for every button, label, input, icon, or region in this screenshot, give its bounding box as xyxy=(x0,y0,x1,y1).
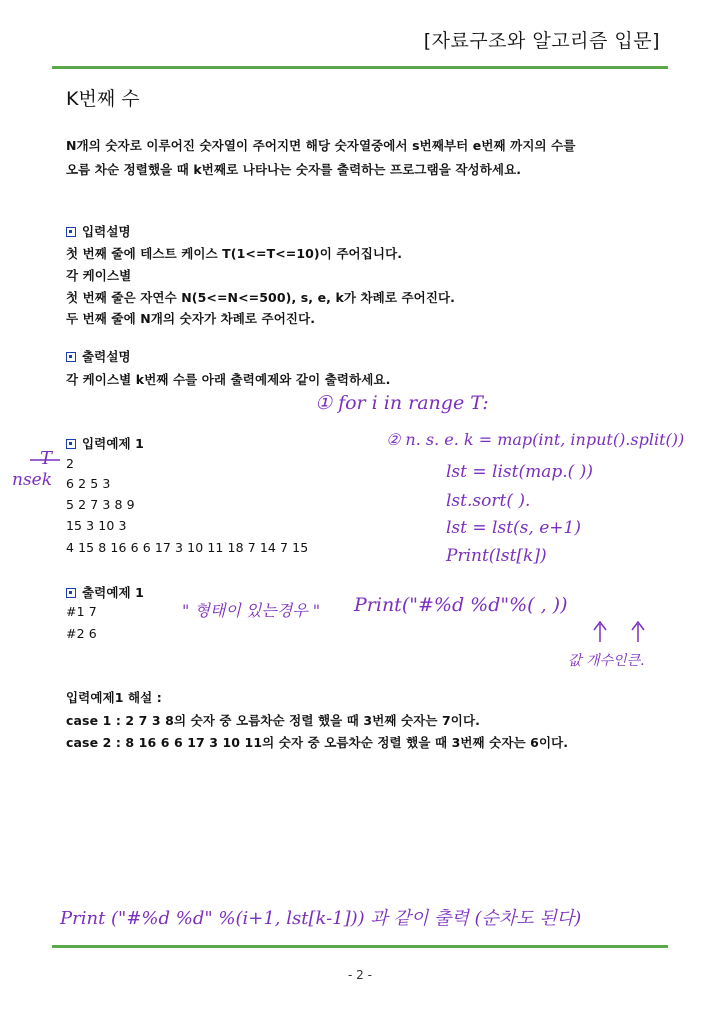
input-line: 첫 번째 줄은 자연수 N(5<=N<=500), s, e, k가 차례로 주어진다. xyxy=(66,290,456,305)
handwritten-t-label: T xyxy=(40,448,53,469)
handwritten-note-list: lst = list(map.( )) xyxy=(446,462,593,482)
handwritten-bottom-note: Print ("#%d %d" %(i+1, lst[k-1])) 과 같이 출력 (순차도 된다) xyxy=(60,908,582,929)
input-line: 각 케이스별 xyxy=(66,268,132,283)
explanation-heading: 입력예제1 해설 : xyxy=(66,690,162,705)
page-number: - 2 - xyxy=(348,968,372,982)
example-input-line: 15 3 10 3 xyxy=(66,518,127,533)
handwritten-note-print: Print(lst[k]) xyxy=(446,546,547,566)
handwritten-quote-note: " 형태이 있는경우 " xyxy=(182,601,321,620)
example-input-line: 6 2 5 3 xyxy=(66,476,111,491)
input-heading-label: 입력설명 xyxy=(82,224,131,239)
example-input-heading-label: 입력예제 1 xyxy=(82,436,144,451)
bottom-rule xyxy=(52,945,668,948)
handwritten-note-map: ② n. s. e. k = map(int, input().split()) xyxy=(386,430,685,449)
output-line: 각 케이스별 k번째 수를 아래 출력예제와 같이 출력하세요. xyxy=(66,372,391,387)
explanation-line: case 2 : 8 16 6 6 17 3 10 11의 숫자 중 오름차순 정렬 했을 때 3번째 숫자는 6이다. xyxy=(66,735,569,750)
handwritten-value-note: 값 개수인큰. xyxy=(568,653,645,669)
description-line: 오름 차순 정렬했을 때 k번째로 나타나는 숫자를 출력하는 프로그램을 작성하세요. xyxy=(66,162,522,177)
handwritten-print-format: Print("#%d %d"%( , )) xyxy=(354,594,568,616)
problem-title: K번째 수 xyxy=(66,88,140,110)
up-arrow-icon xyxy=(594,622,606,642)
header-title: [자료구조와 알고리즘 입문] xyxy=(423,30,660,52)
example-output-heading-label: 출력예제 1 xyxy=(82,585,144,600)
input-line: 두 번째 줄에 N개의 숫자가 차례로 주어진다. xyxy=(66,311,316,326)
example-output-line: #1 7 xyxy=(66,604,97,619)
handwritten-note-slice: lst = lst(s, e+1) xyxy=(446,518,581,538)
handwritten-note-sort: lst.sort( ). xyxy=(446,491,531,511)
example-output-line: #2 6 xyxy=(66,626,97,641)
up-arrow-icon xyxy=(632,622,644,642)
explanation-line: case 1 : 2 7 3 8의 숫자 중 오름차순 정렬 했을 때 3번째 숫자는 7이다. xyxy=(66,713,480,728)
handwritten-note-loop: ① for i in range T: xyxy=(315,392,489,414)
output-heading-label: 출력설명 xyxy=(82,349,131,364)
input-line: 첫 번째 줄에 테스트 케이스 T(1<=T<=10)이 주어집니다. xyxy=(66,246,403,261)
example-input-line: 5 2 7 3 8 9 xyxy=(66,497,135,512)
description-line: N개의 숫자로 이루어진 숫자열이 주어지면 해당 숫자열중에서 s번째부터 e번째 까지의 수를 xyxy=(66,138,576,153)
example-input-line: 2 xyxy=(66,456,75,471)
handwritten-nsek-label: nsek xyxy=(12,470,53,490)
example-input-line: 4 15 8 16 6 6 17 3 10 11 18 7 14 7 15 xyxy=(66,540,309,555)
